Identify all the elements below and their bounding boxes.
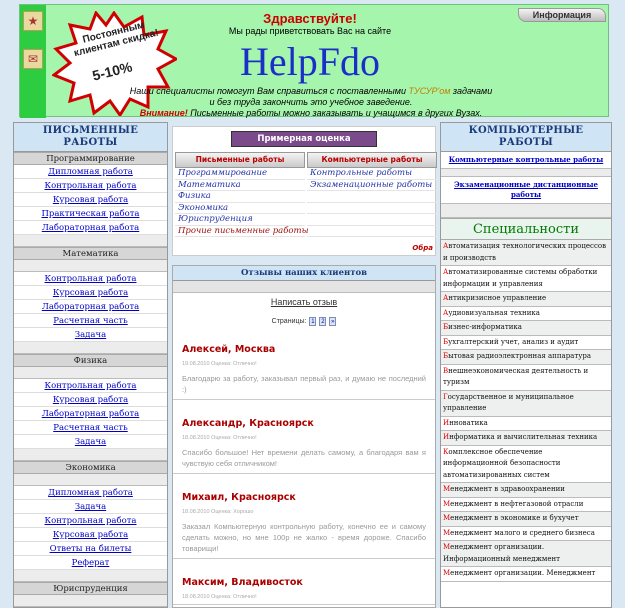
review-meta: 18.08.2010 Оценка: Отлично!	[182, 435, 257, 441]
specialty-link[interactable]	[441, 498, 611, 513]
site-header	[19, 4, 609, 117]
section-gap	[14, 595, 167, 607]
specialty-name: удиовизуальная техника	[448, 308, 540, 317]
specialty-initial: М	[443, 499, 451, 508]
computer-works-link[interactable]: Компьютерные контрольные работы	[441, 152, 611, 169]
sidebar-title: ПИСЬМЕННЫЕ РАБОТЫ	[14, 123, 167, 152]
specialty-name: енеджмент в экономике и бухучет	[450, 514, 579, 522]
specialties-list	[441, 240, 611, 582]
sidebar-work-link[interactable]: Контрольная работа	[14, 379, 167, 393]
review-text: Заказал Компьютерную контрольную работу, конечно ее и самому сделать можно, но мне 100р не жалко - время дороже. Спасибо товарищи!	[182, 522, 426, 553]
sidebar-section-title: Математика	[14, 247, 167, 260]
estimate-written-item[interactable]: Программирование	[175, 168, 305, 180]
sidebar-work-link[interactable]: Лабораторная работа	[14, 300, 167, 314]
right-link-gap	[441, 169, 611, 177]
specialty-name: нешнеэкономическая деятельность и туризм	[443, 366, 589, 386]
specialty-initial: М	[443, 485, 451, 493]
specialty-name: енеджмент в нефтегазовой отрасли	[450, 499, 584, 508]
header-side-strip	[20, 5, 46, 118]
sidebar-work-link[interactable]: Контрольная работа	[14, 514, 167, 528]
specialty-name: енеджмент в здравоохранении	[450, 485, 565, 493]
sidebar-work-link[interactable]: Практическая работа	[14, 207, 167, 221]
reviews-divider	[173, 281, 435, 293]
specialty-link[interactable]	[441, 350, 611, 365]
estimate-col-written	[175, 152, 309, 237]
write-review-link[interactable]: Написать отзыв	[270, 297, 338, 307]
sidebar-section-title: Юриспруденция	[14, 582, 167, 595]
review-item	[173, 559, 435, 605]
info-button[interactable]: Информация	[518, 8, 606, 22]
specialty-initial: Б	[443, 352, 449, 360]
estimate-col-written-head: Письменные работы	[175, 152, 305, 168]
specialty-initial: И	[443, 418, 450, 427]
sidebar-work-link[interactable]: Курсовая работа	[14, 528, 167, 542]
estimate-empty-cell	[307, 203, 437, 215]
attention-text: Письменные работы можно заказывать и учащимся в других Вузах.	[190, 108, 483, 118]
specialty-link[interactable]	[441, 391, 611, 417]
specialty-link[interactable]	[441, 292, 611, 307]
specialty-initial: А	[443, 294, 449, 302]
attention-line	[116, 108, 506, 118]
review-item	[173, 474, 435, 559]
section-gap	[14, 260, 167, 272]
review-author: Алексей, Москва	[182, 344, 276, 355]
sidebar-work-link[interactable]: Курсовая работа	[14, 193, 167, 207]
section-gap	[14, 449, 167, 461]
specialty-initial: М	[443, 569, 451, 577]
specialty-name: нноватика	[449, 418, 488, 427]
specialties-title: Специальности	[441, 218, 611, 240]
sidebar-section-title: Экономика	[14, 461, 167, 474]
attention-label: Внимание!	[139, 108, 188, 118]
sidebar-work-link[interactable]: Контрольная работа	[14, 272, 167, 286]
specialty-initial: А	[443, 242, 449, 250]
specialty-initial: Б	[443, 337, 449, 346]
estimate-empty-cell	[307, 226, 437, 238]
specialty-name: енеджмент малого и среднего бизнеса	[450, 528, 595, 537]
review-item	[173, 400, 435, 474]
specialty-initial: И	[443, 433, 450, 441]
hello-text: Здравствуйте!	[263, 11, 357, 26]
specialty-link[interactable]	[441, 527, 611, 542]
specialty-initial: А	[443, 268, 449, 276]
estimate-written-item[interactable]: Прочие письменные работы	[175, 226, 305, 238]
trophy-icon[interactable]: ★	[23, 11, 43, 31]
review-meta: 18.08.2010 Оценка: Хорошо	[182, 509, 254, 515]
specialty-name: енеджмент организации. Менеджмент	[450, 569, 596, 577]
badge-text: Постоянным клиентам скидка!	[72, 19, 160, 60]
written-works-sidebar	[13, 122, 168, 608]
specialty-name: ухгалтерский учет, анализ и аудит	[448, 337, 579, 346]
sidebar-work-link[interactable]: Ответы на билеты	[14, 542, 167, 556]
page-link-2[interactable]: 2	[321, 319, 325, 325]
review-author: Александр, Красноярск	[182, 418, 314, 429]
sidebar-work-link[interactable]: Задача	[14, 328, 167, 342]
review-meta: 19.08.2010 Оценка: Отлично!	[182, 361, 257, 367]
specialty-name: изнес-информатика	[448, 323, 522, 331]
welcome-text: Мы рады приветствовать Вас на сайте	[228, 26, 392, 36]
tagline-tusur: ТУСУР'ом	[408, 86, 451, 96]
section-gap	[14, 474, 167, 486]
specialty-link[interactable]	[441, 321, 611, 336]
review-author: Михаил, Красноярск	[182, 492, 296, 503]
section-gap	[14, 235, 167, 247]
review-list	[173, 326, 435, 605]
sidebar-work-link[interactable]: Лабораторная работа	[14, 407, 167, 421]
page-link-1[interactable]: 1	[311, 319, 315, 325]
tagline	[116, 86, 506, 108]
estimate-empty-cell	[307, 191, 437, 203]
pagination	[173, 317, 435, 326]
specialty-initial: М	[443, 514, 451, 522]
specialty-name: енеджмент организации. Информационный менеджмент	[443, 543, 561, 563]
tagline-part-b: задачами	[452, 86, 493, 96]
sidebar-section-title: Программирование	[14, 152, 167, 165]
site-brand[interactable]: HelpFdo	[240, 39, 380, 84]
computer-works-links	[441, 152, 611, 204]
specialty-initial: М	[443, 543, 451, 551]
estimate-title: Примерная оценка	[231, 131, 377, 147]
sidebar-work-link[interactable]: Расчетная часть	[14, 314, 167, 328]
sidebar-work-link[interactable]: Дипломная работа	[14, 486, 167, 500]
specialty-name: осударственное и муниципальное управление	[443, 392, 574, 412]
specialty-link[interactable]	[441, 240, 611, 266]
tagline-part-a: Наши специалисты помогут Вам справиться с поставленными	[129, 86, 406, 96]
sidebar-work-link[interactable]: Задача	[14, 500, 167, 514]
specialty-link[interactable]	[441, 365, 611, 391]
specialty-initial: М	[443, 528, 451, 537]
estimate-written-item[interactable]: Экономика	[175, 203, 305, 215]
price-estimate-box	[172, 126, 436, 256]
sidebar-work-link[interactable]: Контрольная работа	[14, 179, 167, 193]
specialty-initial: К	[443, 447, 449, 456]
specialty-link[interactable]	[441, 417, 611, 432]
specialty-link[interactable]	[441, 336, 611, 351]
right-gap	[441, 204, 611, 218]
estimate-col-computer-list	[307, 168, 437, 237]
envelope-icon[interactable]: ✉	[23, 49, 43, 69]
estimate-written-item[interactable]: Математика	[175, 180, 305, 192]
estimate-col-written-list	[175, 168, 309, 237]
section-gap	[14, 342, 167, 354]
sidebar-work-link[interactable]: Дипломная работа	[14, 165, 167, 179]
specialty-link[interactable]	[441, 431, 611, 446]
specialty-initial: А	[443, 308, 449, 317]
pagination-label: Страницы:	[271, 318, 307, 325]
specialty-initial: Г	[443, 392, 448, 401]
review-meta: 18.08.2010 Оценка: Отлично!	[182, 594, 257, 600]
reviews-panel	[172, 265, 436, 608]
estimate-computer-item[interactable]: Экзаменационные работы	[307, 180, 437, 192]
right-sidebar-title: КОМПЬЮТЕРНЫЕ РАБОТЫ	[441, 123, 611, 152]
specialty-link[interactable]	[441, 266, 611, 292]
estimate-written-item[interactable]: Юриспруденция	[175, 214, 305, 226]
sidebar-section-title: Физика	[14, 354, 167, 367]
page-link-next[interactable]: »	[331, 319, 335, 325]
sidebar-work-link[interactable]: Расчетная часть	[14, 421, 167, 435]
specialty-name: втоматизация технологических процессов и производств	[443, 242, 607, 262]
specialty-initial: Б	[443, 323, 449, 331]
estimate-computer-item[interactable]: Контрольные работы	[307, 168, 437, 180]
specialty-name: нформатика и вычислительная техника	[449, 433, 598, 441]
computer-works-link[interactable]: Экзаменационные дистанционные работы	[441, 177, 611, 204]
sidebar-work-link[interactable]: Задача	[14, 435, 167, 449]
estimate-written-item[interactable]: Физика	[175, 191, 305, 203]
specialty-link[interactable]	[441, 307, 611, 322]
specialty-link[interactable]	[441, 446, 611, 484]
specialty-link[interactable]	[441, 541, 611, 567]
sidebar-work-link[interactable]: Лабораторная работа	[14, 221, 167, 235]
review-item	[173, 326, 435, 400]
estimate-col-computer	[307, 152, 437, 237]
review-text: Спасибо большое! Нет времени делать самому, а благодаря вам я чувствую себя отличником!	[182, 448, 426, 468]
specialty-link[interactable]	[441, 512, 611, 527]
sidebar-work-link[interactable]: Курсовая работа	[14, 286, 167, 300]
specialty-name: омплексное обеспечение информационной безопасности автоматизированных систем	[443, 447, 561, 479]
estimate-note: Обра	[412, 244, 433, 252]
estimate-empty-cell	[307, 214, 437, 226]
computer-works-sidebar	[440, 122, 612, 608]
sidebar-work-link[interactable]: Реферат	[14, 556, 167, 570]
section-gap	[14, 367, 167, 379]
specialty-link[interactable]	[441, 567, 611, 582]
specialty-name: ытовая радиоэлектронная аппаратура	[448, 352, 591, 360]
specialty-link[interactable]	[441, 483, 611, 498]
section-gap	[14, 570, 167, 582]
sidebar-work-link[interactable]: Курсовая работа	[14, 393, 167, 407]
specialty-name: втоматизированные системы обработки информации и управления	[443, 268, 598, 288]
badge-discount: 5-10%	[90, 58, 134, 84]
reviews-title: Отзывы наших клиентов	[173, 266, 435, 281]
sidebar-sections	[14, 152, 167, 607]
specialty-initial: В	[443, 366, 449, 375]
specialty-name: нтикризисное управление	[448, 294, 547, 302]
review-author: Максим, Владивосток	[182, 577, 303, 588]
estimate-col-computer-head: Компьютерные работы	[307, 152, 437, 168]
review-text: Благодарю за работу, заказывал первый раз, и думаю не последний :)	[182, 374, 426, 394]
tagline-part-c: и без труда закончить это учебное заведение.	[209, 97, 413, 107]
